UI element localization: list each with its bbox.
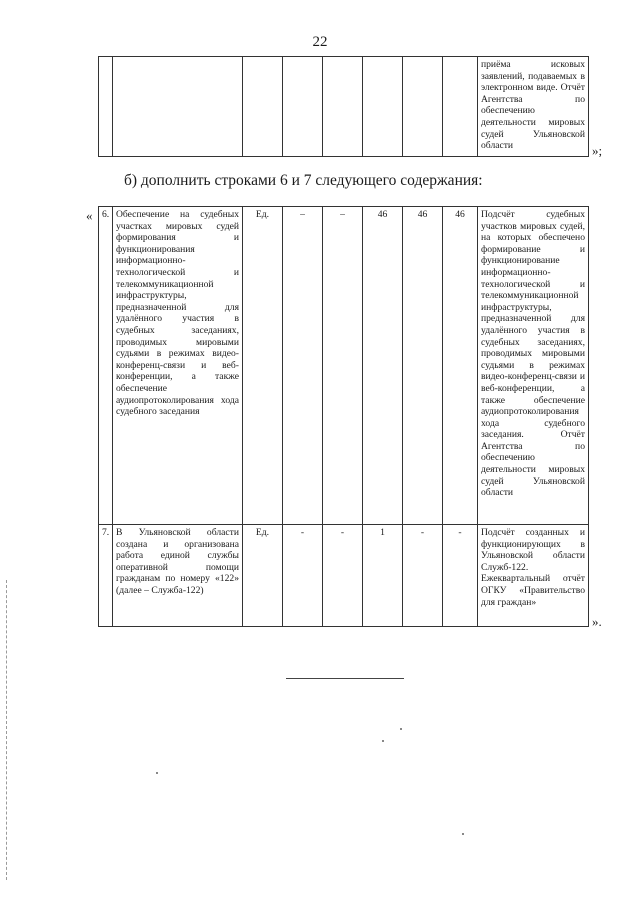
cell-empty [99, 57, 113, 157]
scan-speck [382, 740, 384, 742]
scan-margin-line [6, 580, 8, 880]
value-cell: 1 [363, 525, 403, 627]
cell-empty [283, 57, 323, 157]
cell-empty [363, 57, 403, 157]
section-subtitle: б) дополнить строками 6 и 7 следующего содержания: [124, 172, 483, 189]
row-number: 6. [99, 207, 113, 525]
table-row [99, 207, 589, 525]
value-cell: 46 [403, 207, 443, 525]
value-cell: – [323, 207, 363, 525]
description-cell: Подсчёт судебных участков мировых судей, на которых обеспечено формирование и функционирование информационно-технологической и телекоммуникационной инфраструктуры, предназначенной для удалённого участия в судебных заседаниях, проводимых мировыми судьями в режимах видео-конференц-связи и веб-конференции, а также обеспечение аудиопротоколирования хода судебного заседания. Отчёт Агентства по обеспечению деятельности мировых судей Ульяновской области [478, 207, 589, 525]
cell-empty [323, 57, 363, 157]
table-continuation [98, 56, 589, 157]
unit-cell: Ед. [243, 525, 283, 627]
cell-description: приёма исковых заявлений, подаваемых в электронном виде. Отчёт Агентства по обеспечению деятельности мировых судей Ульяновской области [478, 57, 589, 157]
row-number: 7. [99, 525, 113, 627]
description-cell: Подсчёт созданных и функционирующих в Ульяновской области Служб-122. Ежеквартальный отчёт ОГКУ «Правительство для граждан» [478, 525, 589, 627]
indicator-name: В Ульяновской области создана и организована работа единой службы оперативной помощи гражданам по номеру «122» (далее – Служба-122) [113, 525, 243, 627]
value-cell: 46 [363, 207, 403, 525]
unit-cell: Ед. [243, 207, 283, 525]
closing-quote: »; [592, 143, 603, 158]
cell-empty [113, 57, 243, 157]
value-cell: - [403, 525, 443, 627]
cell-empty [443, 57, 478, 157]
table-row [99, 525, 589, 627]
table-new-rows [98, 206, 589, 627]
value-cell: - [323, 525, 363, 627]
scan-speck [400, 728, 402, 730]
cell-empty [243, 57, 283, 157]
scan-speck [462, 833, 464, 835]
page-number: 22 [312, 34, 328, 50]
scan-speck [156, 772, 158, 774]
cell-empty [403, 57, 443, 157]
indicator-name: Обеспечение на судебных участках мировых судей формирования и функционирования информационно-технологической и телекоммуникационной инфраструктуры, предназначенной для удалённого участия в судебных заседаниях, проводимых мировыми судьями в режимах видео-конференц-связи и веб-конференции, а также обеспечение аудиопротоколирования хода судебного заседания [113, 207, 243, 525]
opening-quote: « [86, 208, 93, 223]
value-cell: - [443, 525, 478, 627]
end-rule [286, 678, 404, 679]
value-cell: – [283, 207, 323, 525]
closing-quote: ». [592, 614, 602, 629]
value-cell: 46 [443, 207, 478, 525]
value-cell: - [283, 525, 323, 627]
